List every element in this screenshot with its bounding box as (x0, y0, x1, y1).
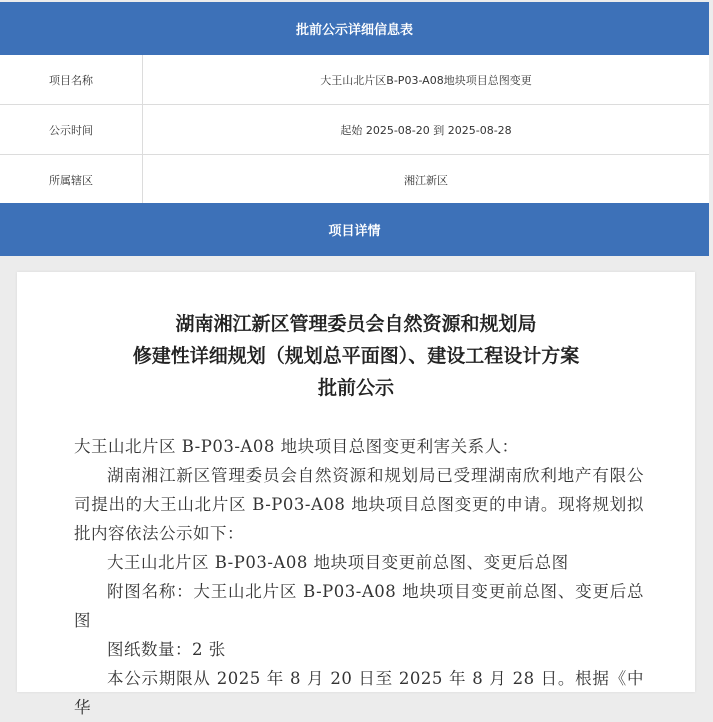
section-title: 项目详情 (328, 224, 381, 239)
document-title-line: 湖南湘江新区管理委员会自然资源和规划局 (175, 313, 537, 335)
document-body (74, 432, 644, 722)
header-bar (0, 2, 709, 55)
info-value: 起始 2025-08-20 到 2025-08-28 (340, 123, 512, 137)
section-bar (0, 203, 709, 256)
document-title (17, 308, 695, 404)
info-row-project-name (0, 55, 709, 105)
info-row-district (0, 155, 709, 205)
info-label: 公示时间 (0, 105, 143, 154)
info-label: 项目名称 (0, 55, 143, 104)
document-paragraph: 附图名称：大王山北片区 B-P03-A08 地块项目变更前总图、变更后总图 (74, 582, 644, 630)
info-value: 湘江新区 (404, 173, 448, 187)
document-paragraph: 大王山北片区 B-P03-A08 地块项目总图变更利害关系人： (74, 437, 519, 456)
document-title-line: 批前公示 (317, 377, 394, 399)
document-title-line: 修建性详细规划（规划总平面图）、建设工程设计方案 (132, 345, 580, 367)
info-label: 所属辖区 (0, 155, 143, 204)
document-paragraph: 本公示期限从 2025 年 8 月 20 日至 2025 年 8 月 28 日。根据《中华 (74, 669, 644, 717)
header-title: 批前公示详细信息表 (295, 23, 413, 38)
document-paragraph: 图纸数量：2 张 (107, 640, 226, 659)
info-row-publicity-time (0, 105, 709, 155)
document-paragraph: 湖南湘江新区管理委员会自然资源和规划局已受理湖南欣利地产有限公司提出的大王山北片区 B-P03-A08 地块项目总图变更的申请。现将规划拟批内容依法公示如下： (74, 466, 644, 543)
document-panel (17, 272, 695, 717)
document-paragraph: 大王山北片区 B-P03-A08 地块项目变更前总图、变更后总图 (107, 553, 569, 572)
info-value: 大王山北片区B-P03-A08地块项目总图变更 (320, 73, 532, 87)
